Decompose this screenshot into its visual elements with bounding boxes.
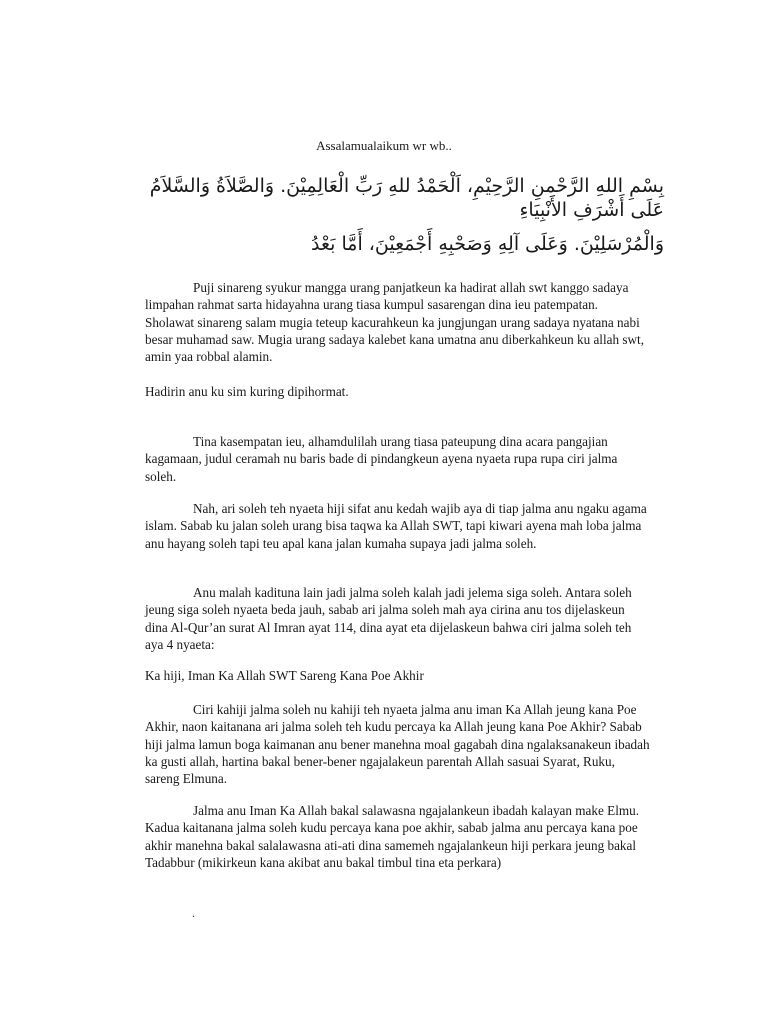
paragraph-address: Hadirin anu ku sim kuring dipihormat. [145, 384, 349, 399]
arabic-opening-line-1: بِسْمِ اللهِ الرَّحْمنِ الرَّحِيْمِ، اَلْحَمْدُ للهِ رَبِّ الْعَالِمِيْنَ. وَالصَّلاَةُ وَالسَّلاَمُ عَلَى أَشْرَفِ الأَنْبِيَاءِ [149, 175, 664, 221]
trailing-dot: . [192, 906, 195, 920]
paragraph-praise: Puji sinareng syukur mangga urang panjatkeun ka hadirat allah swt kanggo sadaya limpahan rahmat sarta hidayahna urang tiasa kumpul sasarengan dina ieu patempatan. Sholawat sinareng salam mugia teteup kacurahkeun ka jungjungan urang sadaya nyatana nabi besar muhamad saw. Mugia urang sadaya kalebet kana umatna anu diberkahkeun ku allah swt, amin yaa robbal alamin. [145, 280, 644, 365]
paragraph-topic: Tina kasempatan ieu, alhamdulilah urang tiasa pateupung dina acara pangajian kagamaan, judul ceramah nu baris bade di pindangkeun ayena nyaeta rupa rupa ciri jalma soleh. [145, 434, 618, 484]
greeting-line: Assalamualaikum wr wb.. [316, 138, 452, 153]
paragraph-soleh-definition: Nah, ari soleh teh nyaeta hiji sifat anu kedah wajib aya di tiap jalma anu ngaku agama islam. Sabab ku jalan soleh urang bisa taqwa ka Allah SWT, tapi kiwari ayena mah loba jalma anu hayang soleh tapi teu apal kana jalan kumaha supaya jadi jalma soleh. [145, 501, 647, 551]
section-heading-first-trait: Ka hiji, Iman Ka Allah SWT Sareng Kana Poe Akhir [145, 668, 424, 683]
paragraph-first-trait: Ciri kahiji jalma soleh nu kahiji teh nyaeta jalma anu iman Ka Allah jeung kana Poe Akhir, naon kaitanana ari jalma soleh teh kudu percaya ka Allah jeung kana Poe Akhir? Sabab hiji jalma lamun boga kaimanan anu bener manehna moal gagabah dina ngalaksanakeun ibadah ka gusti allah, hartina bakal bener-bener ngajalakeun parentah Allah sasuai Syarat, Ruku, sareng Elmuna. [145, 702, 650, 787]
paragraph-soleh-difference: Anu malah kadituna lain jadi jalma soleh kalah jadi jelema siga soleh. Antara soleh jeung siga soleh nyaeta beda jauh, sabab ari jalma soleh mah aya cirina anu tos dijelaskeun dina Al-Qur’an surat Al Imran ayat 114, dina ayat eta dijelaskeun bahwa ciri jalma soleh teh aya 4 nyaeta: [145, 585, 632, 652]
paragraph-first-trait-continued: Jalma anu Iman Ka Allah bakal salawasna ngajalankeun ibadah kalayan make Elmu. Kadua kaitanana jalma soleh kudu percaya kana poe akhir, sabab jalma anu percaya kana poe akhir manehna bakal salalawasna ati-ati dina samemeh ngajalankeun hiji perkara jeung bakal Tadabbur (mikirkeun kana akibat anu bakal timbul tina eta perkara) [145, 803, 640, 870]
arabic-opening-line-2: وَالْمُرْسَلِيْنَ. وَعَلَى آلِهِ وَصَحْبِهِ أَجْمَعِيْنَ، أَمَّا بَعْدُ [311, 233, 664, 255]
